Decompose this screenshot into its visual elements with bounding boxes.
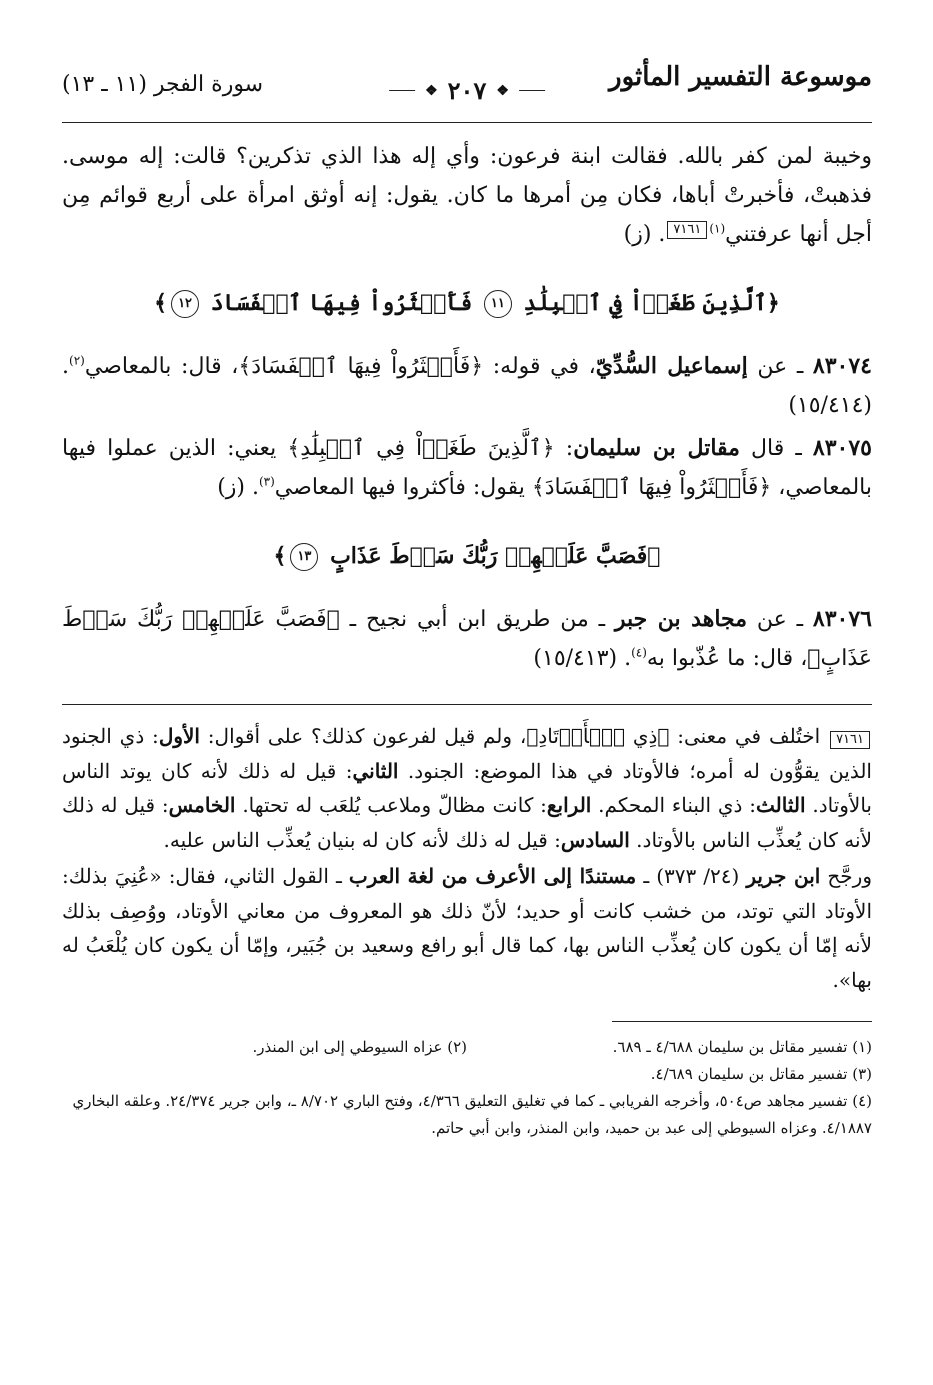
commentary-bold: مستندًا إلى الأعرف من لغة العرب [348, 864, 637, 888]
book-title: موسوعة التفسير المأثور [609, 62, 872, 92]
entry-end: . (١٥/٤١٤) [62, 354, 872, 418]
commentary-text: : قيل له ذلك لأنه كان يوتد الناس بالأوتاد. [62, 758, 872, 817]
narrator-name: مقاتل بن سليمان [573, 435, 740, 461]
commentary-text: ـ القول الثاني، فقال: «عُنِيَ بذلك: الأوتاد التي توتد، من خشب كانت أو حديد؛ لأنّ ذلك هو المعروف من معاني الأوتاد، ووُصِف بذلك لأنه إمّا أن يكون كان يُعذِّب الناس بها، كما قال أبو رافع وسعيد بن جُبَير، وإمّا أن يكون كان يُلْعَبُ له بها». [62, 864, 872, 992]
entry-number: ٨٣٠٧٤ [812, 353, 872, 379]
footnote-ref[interactable]: (١) [709, 221, 726, 236]
ayah-number: ١٣ [290, 543, 318, 571]
scholar-name: ابن جرير [746, 864, 821, 888]
footnote-2: (٢) عزاه السيوطي إلى ابن المنذر. [252, 1038, 467, 1056]
entry-text: : ﴿ٱلَّذِينَ طَغَوۡاْ فِي ٱلۡبِلَٰدِ﴾ يعني: الذين عملوا فيها بالمعاصي، ﴿فَأَكۡثَرُواْ فِيهَا ٱلۡفَسَادَ﴾ يقول: فأكثروا فيها المعاصي [62, 436, 872, 500]
verse-text: ﴿فَصَبَّ عَلَيۡهِمۡ رَبُّكَ سَوۡطَ عَذَابٍ [330, 543, 661, 569]
footnote-1: (١) تفسير مقاتل بن سليمان ٤/٦٨٨ ـ ٦٨٩. [612, 1038, 872, 1056]
commentary-block [62, 719, 872, 997]
entry-text: ـ من طريق ابن أبي نجيح ـ ﴿فَصَبَّ عَلَيۡهِمۡ رَبُّكَ سَوۡطَ عَذَابٍ﴾، قال: ما عُذّبوا به [62, 607, 872, 671]
ayah-number: ١١ [484, 290, 512, 318]
footnote-ref[interactable]: (٤) [631, 645, 647, 660]
commentary-separator [62, 704, 872, 705]
entry-text: ، في قوله: ﴿فَأَكۡثَرُواْ فِيهَا ٱلۡفَسَادَ﴾، قال: بالمعاصي [84, 354, 596, 379]
narration-entry [62, 600, 872, 678]
commentary-text: اختُلف في معنى: ﴿ذِي ٱلۡأَوۡتَادِ﴾، ولم قيل لفرعون كذلك؟ على أقوال: [199, 724, 829, 748]
page-number: ٢٠٧ [447, 76, 487, 105]
opinion-label: الخامس [168, 793, 236, 817]
page-number-block [389, 76, 545, 105]
header-rule-right [519, 90, 545, 91]
entry-lead: ـ عن [747, 354, 813, 379]
entry-lead: ـ قال [739, 436, 813, 461]
commentary-paragraph [62, 719, 872, 857]
commentary-paragraph [62, 859, 872, 997]
commentary-text: (٢٤/ ٣٧٣) ـ [636, 864, 747, 888]
header-rule-left [389, 90, 415, 91]
main-text [62, 137, 872, 678]
commentary-text: ورجَّح [820, 864, 872, 888]
entry-number: ٨٣٠٧٦ [812, 606, 872, 632]
commentary-text: : كانت مظالّ وملاعب يُلعَب له تحتها. [235, 793, 547, 817]
commentary-ref[interactable]: ٧١٦١ [667, 221, 707, 239]
opening-paragraph [62, 137, 872, 254]
opinion-label: الثاني [352, 758, 399, 783]
footnote-ref[interactable]: (٢) [69, 353, 85, 368]
quran-verse-2 [62, 537, 872, 576]
running-header [62, 60, 872, 123]
footnote-separator [612, 1021, 872, 1022]
narrator-name: مجاهد بن جبر [614, 606, 748, 632]
ornament-icon: ❖ [496, 82, 509, 99]
commentary-text: : ذي الجنود الذين يقوُّون له أمره؛ فالأوتاد في هذا الموضع: الجنود. [62, 724, 872, 783]
verse-text: فَأَكۡثَرُواْ فِيهَا ٱلۡفَسَادَ [210, 290, 473, 316]
verse-close: ﴾ [154, 290, 168, 316]
verse-text: ﴿ٱلَّذِينَ طَغَوۡاْ فِي ٱلۡبِلَٰدِ [523, 290, 780, 316]
entry-lead: ـ عن [747, 607, 813, 632]
narrator-name: إسماعيل السُّدِّيّ [595, 353, 748, 379]
footnotes [62, 1034, 872, 1142]
commentary-text: : قيل له ذلك لأنه كان يُعذِّب الناس بالأوتاد. [62, 793, 872, 852]
opinion-label: الرابع [546, 793, 592, 817]
footnote-3: (٣) تفسير مقاتل بن سليمان ٤/٦٨٩. [650, 1065, 872, 1083]
surah-range: سورة الفجر (١١ ـ ١٣) [62, 72, 264, 97]
entry-end: . (ز) [217, 475, 259, 500]
opening-text: وخيبة لمن كفر بالله. فقالت ابنة فرعون: وأي إله هذا الذي تذكرين؟ قالت: إله موسى. فذهبتْ، فأخبرتْ أباها، فكان مِن أمرها ما كان. يقول: إنه أوثق امرأة على أربع قوائم مِن أجل أنها عرفتني [62, 144, 872, 247]
ayah-number: ١٢ [171, 290, 199, 318]
narration-entry [62, 429, 872, 507]
footnote-ref[interactable]: (٣) [258, 474, 275, 489]
entry-end: . (١٥/٤١٣) [533, 646, 632, 671]
opinion-label: الأول [158, 724, 200, 748]
narration-entry [62, 347, 872, 425]
opinion-label: الثالث [756, 793, 806, 817]
footnote-row [62, 1034, 872, 1061]
commentary-number: ٧١٦١ [830, 731, 870, 749]
commentary-text: : ذي البناء المحكم. [591, 793, 756, 817]
footnote-4: (٤) تفسير مجاهد ص٥٠٤، وأخرجه الفريابي ـ كما في تغليق التعليق ٤/٣٦٦، وفتح الباري ٨/٧٠٢ ـ، وابن جرير ٢٤/٣٧٤. وعلقه البخاري ٤/١٨٨٧. وعزاه السيوطي إلى عبد بن حميد، وابن المنذر، وابن أبي حاتم. [72, 1092, 872, 1137]
entry-number: ٨٣٠٧٥ [812, 435, 872, 461]
opening-end: . (ز) [623, 222, 666, 247]
page [62, 60, 872, 1370]
verse-close: ﴾ [273, 543, 287, 569]
commentary-text: : قيل له ذلك لأنه كان له بنيان يُعذِّب الناس عليه. [163, 827, 561, 852]
quran-verse-1 [62, 284, 872, 323]
ornament-icon: ❖ [425, 82, 438, 99]
opinion-label: السادس [560, 827, 630, 852]
